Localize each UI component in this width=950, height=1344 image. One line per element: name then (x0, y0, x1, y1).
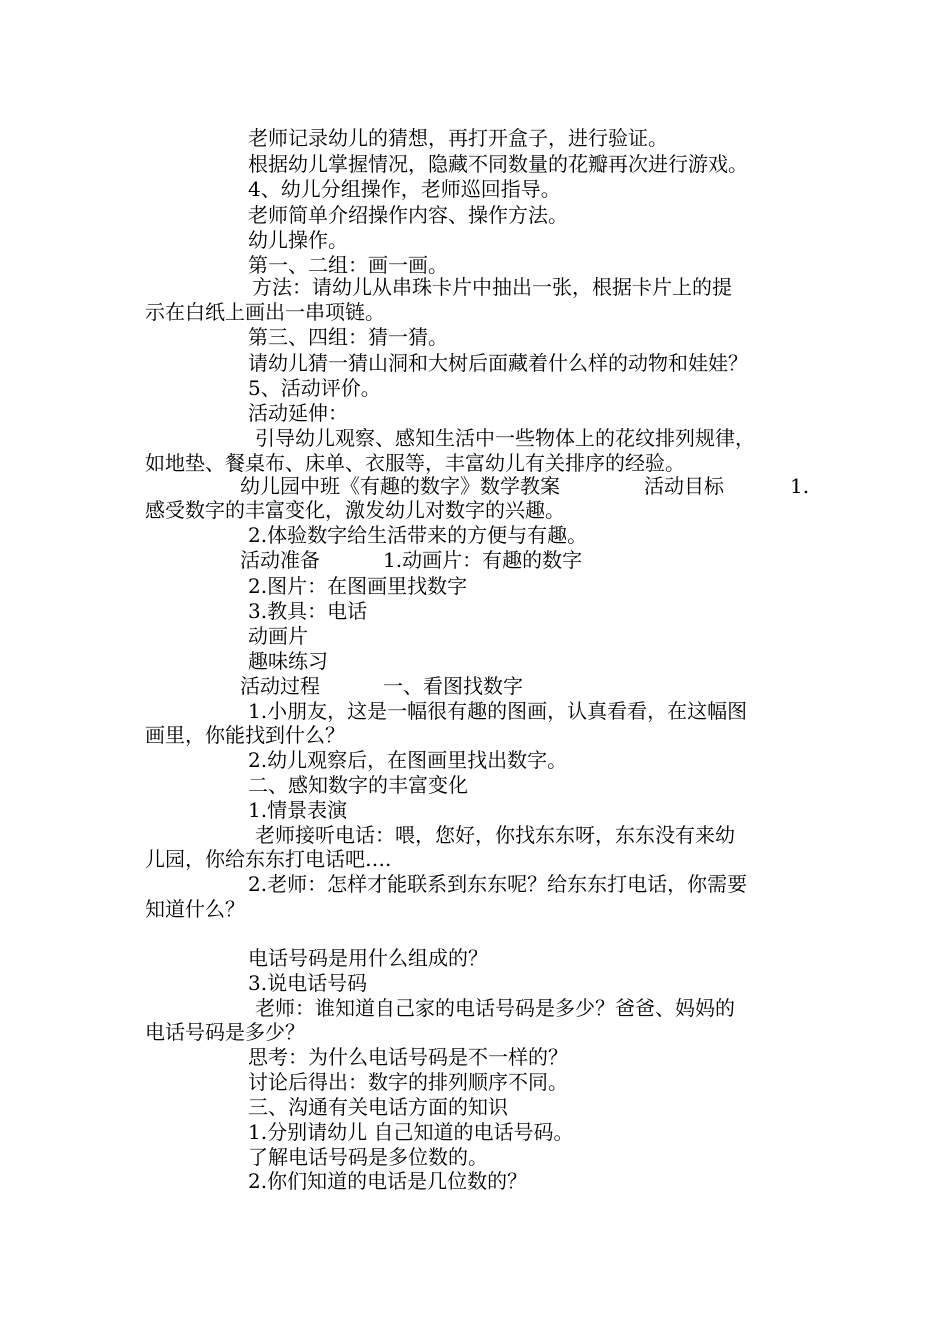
text-line: 三、沟通有关电话方面的知识 (248, 1095, 508, 1119)
text-line: 趣味练习 (248, 649, 328, 673)
list-number: 1. (790, 474, 810, 498)
text-line: 5、活动评价。 (248, 376, 381, 400)
text-line: 2.你们知道的电话是几位数的？ (248, 1169, 528, 1193)
text-line: 讨论后得出：数字的排列顺序不同。 (248, 1070, 568, 1094)
text-line: 老师接听电话：喂，您好，你找东东呀，东东没有来幼 (255, 823, 735, 847)
text-line: 活动延伸： (248, 401, 348, 425)
document-title: 幼儿园中班《有趣的数字》数学教案 (240, 474, 560, 498)
text-line: 老师：谁知道自己家的电话号码是多少？爸爸、妈妈的 (255, 996, 735, 1020)
text-line: 老师记录幼儿的猜想，再打开盒子，进行验证。 (248, 126, 668, 150)
text-line: 如地垫、餐桌布、床单、衣服等，丰富幼儿有关排序的经验。 (145, 451, 685, 475)
section-heading-preparation: 活动准备 (240, 548, 320, 572)
text-line: 一、看图找数字 (383, 674, 523, 698)
text-line: 第一、二组：画一画。 (248, 253, 448, 277)
text-line: 示在白纸上画出一串项链。 (145, 300, 385, 324)
text-line: 1.分别请幼儿 自己知道的电话号码。 (248, 1120, 574, 1144)
text-line: 电话号码是用什么组成的？ (248, 946, 488, 970)
text-line: 了解电话号码是多位数的。 (248, 1145, 488, 1169)
text-line: 2.老师：怎样才能联系到东东呢？给东东打电话，你需要 (248, 872, 748, 896)
text-line: 第三、四组：猜一猜。 (248, 325, 448, 349)
text-line: 1.动画片：有趣的数字 (383, 548, 583, 572)
text-line: 老师简单介绍操作内容、操作方法。 (248, 203, 568, 227)
text-line: 引导幼儿观察、感知生活中一些物体上的花纹排列规律， (255, 426, 755, 450)
text-line: 幼儿操作。 (248, 228, 348, 252)
text-line: 根据幼儿掌握情况，隐藏不同数量的花瓣再次进行游戏。 (248, 152, 748, 176)
text-line: 电话号码是多少？ (145, 1020, 305, 1044)
text-line: 画里，你能找到什么？ (145, 723, 345, 747)
text-line: 4、幼儿分组操作，老师巡回指导。 (248, 177, 561, 201)
section-heading-process: 活动过程 (240, 674, 320, 698)
text-line: 二、感知数字的丰富变化 (248, 773, 468, 797)
text-line: 3.说电话号码 (248, 971, 368, 995)
text-line: 知道什么？ (145, 897, 245, 921)
text-line: 1.情景表演 (248, 798, 348, 822)
text-line: 2.图片：在图画里找数字 (248, 574, 468, 598)
text-line: 2.体验数字给生活带来的方便与有趣。 (248, 523, 588, 547)
text-line: 方法：请幼儿从串珠卡片中抽出一张，根据卡片上的提 (252, 275, 732, 299)
text-line: 1.小朋友，这是一幅很有趣的图画，认真看看，在这幅图 (248, 699, 748, 723)
text-line: 动画片 (248, 624, 308, 648)
text-line: 思考：为什么电话号码是不一样的？ (248, 1045, 568, 1069)
text-line: 感受数字的丰富变化，激发幼儿对数字的兴趣。 (145, 498, 565, 522)
section-heading-objectives: 活动目标 (644, 474, 724, 498)
text-line: 请幼儿猜一猜山洞和大树后面藏着什么样的动物和娃娃？ (248, 351, 748, 375)
text-line: 2.幼儿观察后，在图画里找出数字。 (248, 748, 568, 772)
text-line: 3.教具：电话 (248, 599, 368, 623)
text-line: 儿园，你给东东打电话吧…. (145, 847, 392, 871)
